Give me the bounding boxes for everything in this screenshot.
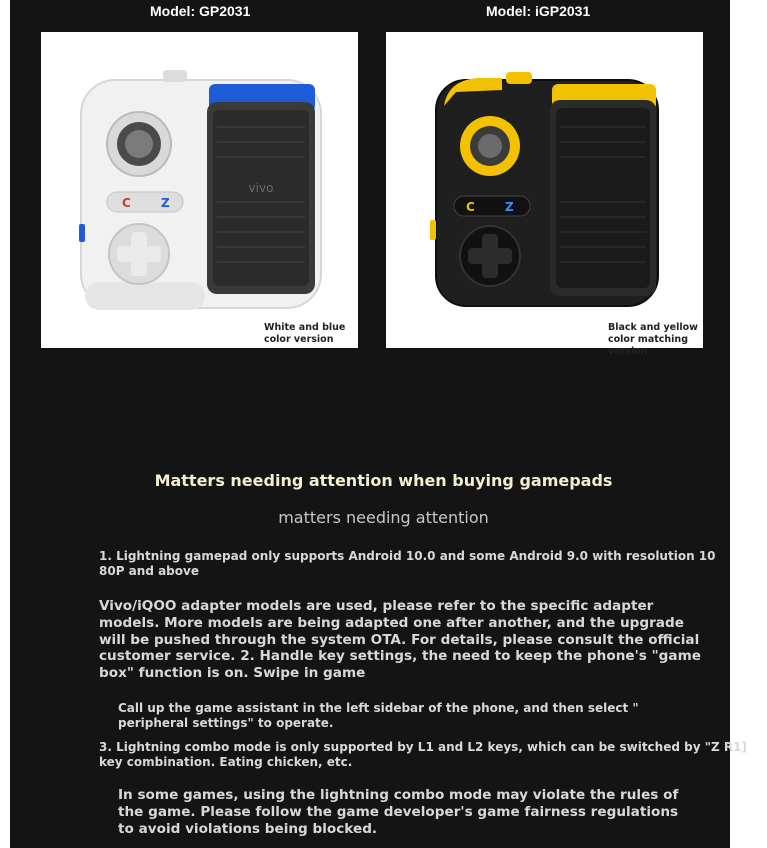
note-3: Call up the game assistant in the left sidebar of the phone, and then select " peripheral settings" to operate. (118, 701, 639, 730)
model-label-igp2031: Model: iGP2031 (486, 3, 591, 19)
note-5: In some games, using the lightning combo mode may violate the rules of the game. Please follow the game developer's game fairness regulations to avoid violations being blocked. (118, 787, 679, 837)
note-2: Vivo/iQOO adapter models are used, please refer to the specific adapter models. More models are being adapted one after another, and the upgrade will be pushed through the system OTA. For details, please consult the official customer service. 2. Handle key settings, the need to keep the phone's "game box" function is on. Swipe in game (99, 598, 701, 682)
z-button-label-black: Z (505, 200, 514, 214)
c-button-label: C (122, 196, 131, 210)
gamepad-black-illustration (386, 32, 703, 348)
note-4: 3. Lightning combo mode is only supported by L1 and L2 keys, which can be switched by "Z R1] key combination. Eating chicken, etc. (99, 740, 747, 769)
product-photo-black (386, 32, 703, 357)
caption-white: White and blue color version (264, 322, 346, 345)
product-photo-white (41, 32, 358, 348)
page-heading: Matters needing attention when buying gamepads (154, 471, 613, 490)
gamepad-white-illustration (41, 32, 358, 348)
note-1: 1. Lightning gamepad only supports Android 10.0 and some Android 9.0 with resolution 10 80P and above (99, 549, 716, 578)
page-subheading: matters needing attention (278, 508, 489, 527)
brand-logo: vivo (248, 181, 274, 195)
z-button-label: Z (161, 196, 170, 210)
model-label-gp2031: Model: GP2031 (150, 3, 251, 19)
caption-black: Black and yellow color matching version (608, 322, 698, 357)
c-button-label-black: C (466, 200, 475, 214)
